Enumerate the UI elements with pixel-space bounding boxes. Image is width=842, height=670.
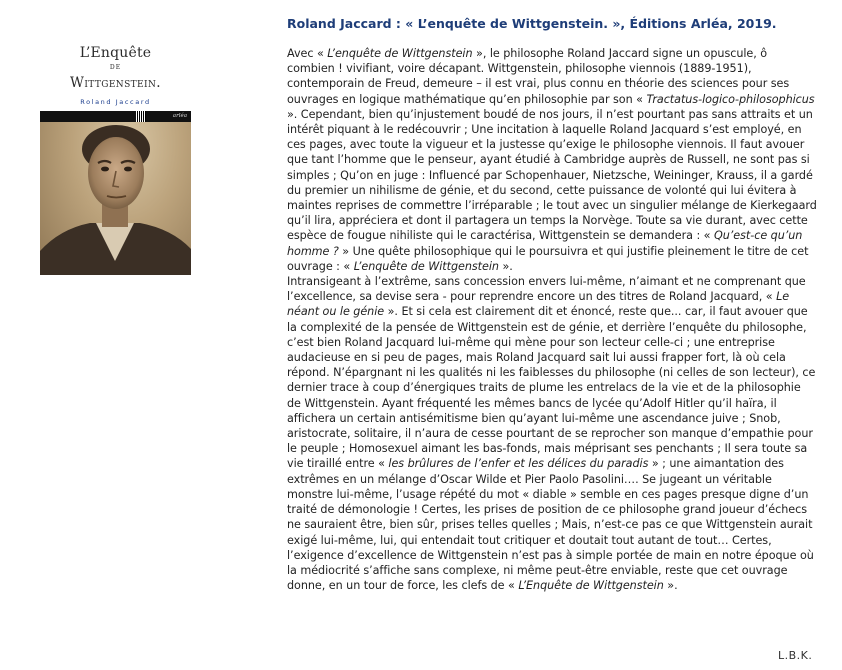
- article-paragraph-2: Intransigeant à l’extrême, sans concession envers lui-même, n’aimant et ne comprenant que l’excellence, sa devise sera - pour reprendre encore un des titres de Roland Jacquard, « Le néant ou le génie ». Et si cela est clairement dit et énoncé, reste que... car, il faut avouer que la complexité de la pensée de Wittgenstein est de génie, et derrière l’enquête du philosophe, c’est bien Roland Jacquard lui-même qui mène pour son lecteur celle-ci ; une entreprise audacieuse en si peu de pages, mais Roland Jacquard sait lui aussi frapper fort, là où cela répond. N’épargnant ni les qualités ni les faiblesses du philosophe (ni celles de son lecteur), ce dernier trace à coup d’énergiques traits de plume les entrelacs de la vie et de la philosophie de Wittgenstein. Ayant fréquenté les mêmes bancs de lycée qu’Adolf Hitler qu’il haïra, il affichera un certain antisémitisme bien qu’ayant lui-même une ascendance juive ; Snob, aristocrate, solitaire, il n’aura de cesse pourtant de se reprocher son manque d’empathie pour le peuple ; Homosexuel aimant les bas-fonds, mais méprisant ses penchants ; Il sera toute sa vie tiraillé entre « les brûlures de l’enfer et les délices du paradis » ; une aimantation des extrêmes en un mélange d’Oscar Wilde et Pier Paolo Pasolini…. Se jugeant un véritable monstre lui-même, l’usage répété du mot « diable » semble en ces pages presque digne d’un traité de démonologie ! Certes, les prises de position de ce philosophe grand joueur d’échecs ne sauraient être, bien sûr, prises telles quelles ; Mais, n’est-ce pas ce que Wittgenstein aurait exigé lui-même, lui, qui entendait tout critiquer et doutait tout autant de tout… Certes, l’exigence d’excellence de Wittgenstein n’est pas à simple portée de main en notre époque où la médiocrité s’affiche sans complexe, ni même peut-être enviable, reste que cet ouvrage donne, en un tour de force, les clefs de « L’Enquête de Wittgenstein ».: [287, 275, 816, 593]
- book-cover-image: [40, 45, 191, 275]
- quote-italic: les brûlures de l’enfer et les délices du paradis: [388, 457, 649, 471]
- cover-title-line3: Wittgenstein.: [70, 75, 161, 91]
- portrait-illustration: [40, 111, 191, 275]
- cover-publisher-band: [40, 111, 191, 122]
- author-signature: L.B.K.: [778, 649, 813, 662]
- book-title-italic: Le néant ou le génie: [287, 290, 790, 319]
- book-title-italic: L’enquête de Wittgenstein: [327, 47, 473, 60]
- cover-barcode: [136, 111, 146, 122]
- book-title-italic: Tractatus-logico-philosophicus: [646, 92, 815, 106]
- article-headline: Roland Jaccard : « L’enquête de Wittgenstein. », Éditions Arléa, 2019.: [287, 16, 777, 31]
- article-body: [287, 46, 817, 593]
- article-paragraph-1: Avec « L’enquête de Wittgenstein », le philosophe Roland Jaccard signe un opuscule, ô combien ! vivifiant, voire décapant. Wittgenstein, philosophe viennois (1889-1951), contemporain de Freud, demeure – il est vrai, plus connu en théorie des sciences pour ses ouvrages en logique mathématique qu’en philosophie par son « Tractatus-logico-philosophicus ». Cependant, bien qu’injustement boudé de nos jours, il n’est pourtant pas sans attraits et un intérêt piquant à le redécouvrir ; Une incitation à laquelle Roland Jacquard s’est employé, en ces pages, avec toute la vigueur et la justesse qu’exige le philosophe viennois. Il faut avouer que tant l’homme que le penseur, ayant étudié à Cambridge auprès de Russell, ne sont pas si simples ; Qu’on en juge : Influencé par Schopenhauer, Nietzsche, Weininger, Krauss, il a gardé du premier un nihilisme de génie, et du second, cette puissance de volonté qui lui évitera à maintes reprises de commettre l’irréparable ; le tout avec un singulier mélange de Kierkegaard qu’il lira, appréciera et dont il partagera un temps la Norvège. Toute sa vie durant, avec cette espèce de fougue nihiliste qui le caractérisa, Wittgenstein se demandera : « Qu’est-ce qu’un homme ? » Une quête philosophique qui le poursuivra et qui justifie pleinement le titre de cet ouvrage : « L’enquête de Wittgenstein ».: [287, 47, 817, 273]
- publisher-logo: arléa: [172, 113, 187, 119]
- quote-italic: Qu’est-ce qu’un homme ?: [287, 229, 803, 258]
- cover-author: Roland Jaccard: [80, 98, 151, 106]
- cover-title-line1: L’Enquête: [79, 45, 152, 61]
- cover-portrait-photo: [40, 111, 191, 275]
- cover-title-line2: de: [109, 62, 122, 72]
- book-title-italic: L’enquête de Wittgenstein: [353, 259, 499, 273]
- book-title-italic: L’Enquête de Wittgenstein: [518, 579, 664, 593]
